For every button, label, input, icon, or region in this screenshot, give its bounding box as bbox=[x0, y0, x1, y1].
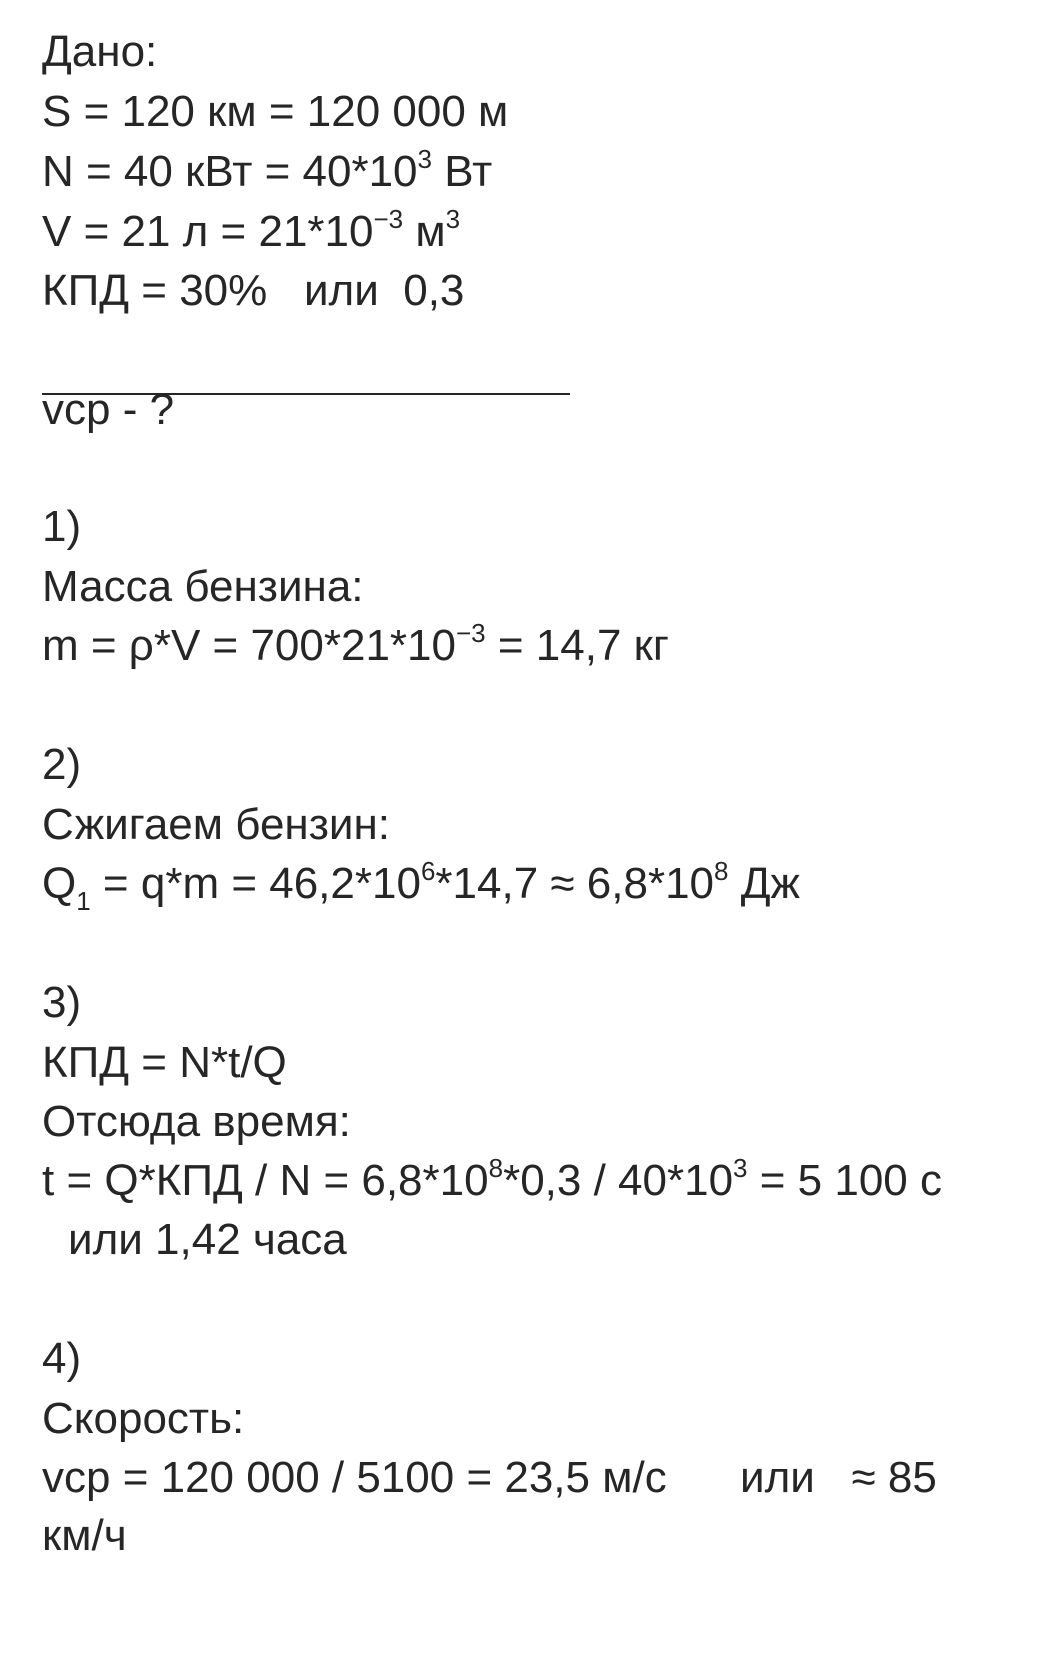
step1-equation bbox=[42, 620, 669, 672]
step1-equation-result: = 14,7 кг bbox=[485, 621, 669, 670]
step2-heat-symbol: Q bbox=[42, 859, 77, 908]
given-power-unit: Вт bbox=[432, 147, 493, 196]
step4-equation-continued: км/ч bbox=[42, 1511, 127, 1560]
step4-title: Скорость: bbox=[42, 1394, 245, 1443]
step4-number: 4) bbox=[42, 1334, 82, 1383]
given-volume-unit-exponent: 3 bbox=[445, 204, 461, 235]
step3-exponent2: 3 bbox=[733, 1153, 748, 1184]
step3-equation bbox=[42, 1155, 942, 1207]
step3-exponent1: 8 bbox=[488, 1153, 504, 1184]
step2-equation bbox=[42, 856, 800, 916]
solution-page bbox=[42, 0, 1032, 1665]
step3-equation-result: = 5 100 с bbox=[747, 1156, 942, 1205]
step2-exponent2: 8 bbox=[714, 856, 729, 887]
step1-equation-text: m = ρ*V = 700*21*10 bbox=[42, 621, 456, 670]
step3-formula: КПД = N*t/Q bbox=[42, 1038, 287, 1087]
step2-number: 2) bbox=[42, 740, 82, 789]
given-distance: S = 120 км = 120 000 м bbox=[42, 87, 509, 136]
step2-equation-part2: *14,7 ≈ 6,8*10 bbox=[435, 859, 715, 908]
given-power bbox=[42, 146, 492, 198]
given-power-text: N = 40 кВт = 40*10 bbox=[42, 147, 418, 196]
given-volume bbox=[42, 206, 460, 258]
step3-alternative: или 1,42 часа bbox=[68, 1215, 347, 1264]
step4-equation: vср = 120 000 / 5100 = 23,5 м/с или ≈ 85 bbox=[42, 1453, 937, 1502]
step3-title: Отсюда время: bbox=[42, 1097, 351, 1146]
step2-title: Сжигаем бензин: bbox=[42, 800, 391, 849]
given-power-exponent: 3 bbox=[417, 144, 432, 175]
step1-number: 1) bbox=[42, 502, 82, 551]
step2-equation-part1: = q*m = 46,2*10 bbox=[90, 859, 421, 908]
step2-equation-unit: Дж bbox=[728, 859, 800, 908]
given-volume-unit: м bbox=[403, 207, 446, 256]
find-quantity: vср - ? bbox=[42, 385, 175, 434]
step3-equation-part1: t = Q*КПД / N = 6,8*10 bbox=[42, 1156, 489, 1205]
given-volume-text: V = 21 л = 21*10 bbox=[42, 207, 374, 256]
given-heading: Дано: bbox=[42, 27, 158, 76]
given-volume-exponent: −3 bbox=[373, 204, 404, 235]
step2-exponent1: 6 bbox=[420, 856, 436, 887]
step1-title: Масса бензина: bbox=[42, 562, 364, 611]
step3-number: 3) bbox=[42, 978, 82, 1027]
step1-equation-exponent: −3 bbox=[455, 618, 486, 649]
step3-equation-part2: *0,3 / 40*10 bbox=[503, 1156, 734, 1205]
given-efficiency: КПД = 30% или 0,3 bbox=[42, 266, 465, 315]
step2-heat-subscript: 1 bbox=[76, 885, 91, 916]
